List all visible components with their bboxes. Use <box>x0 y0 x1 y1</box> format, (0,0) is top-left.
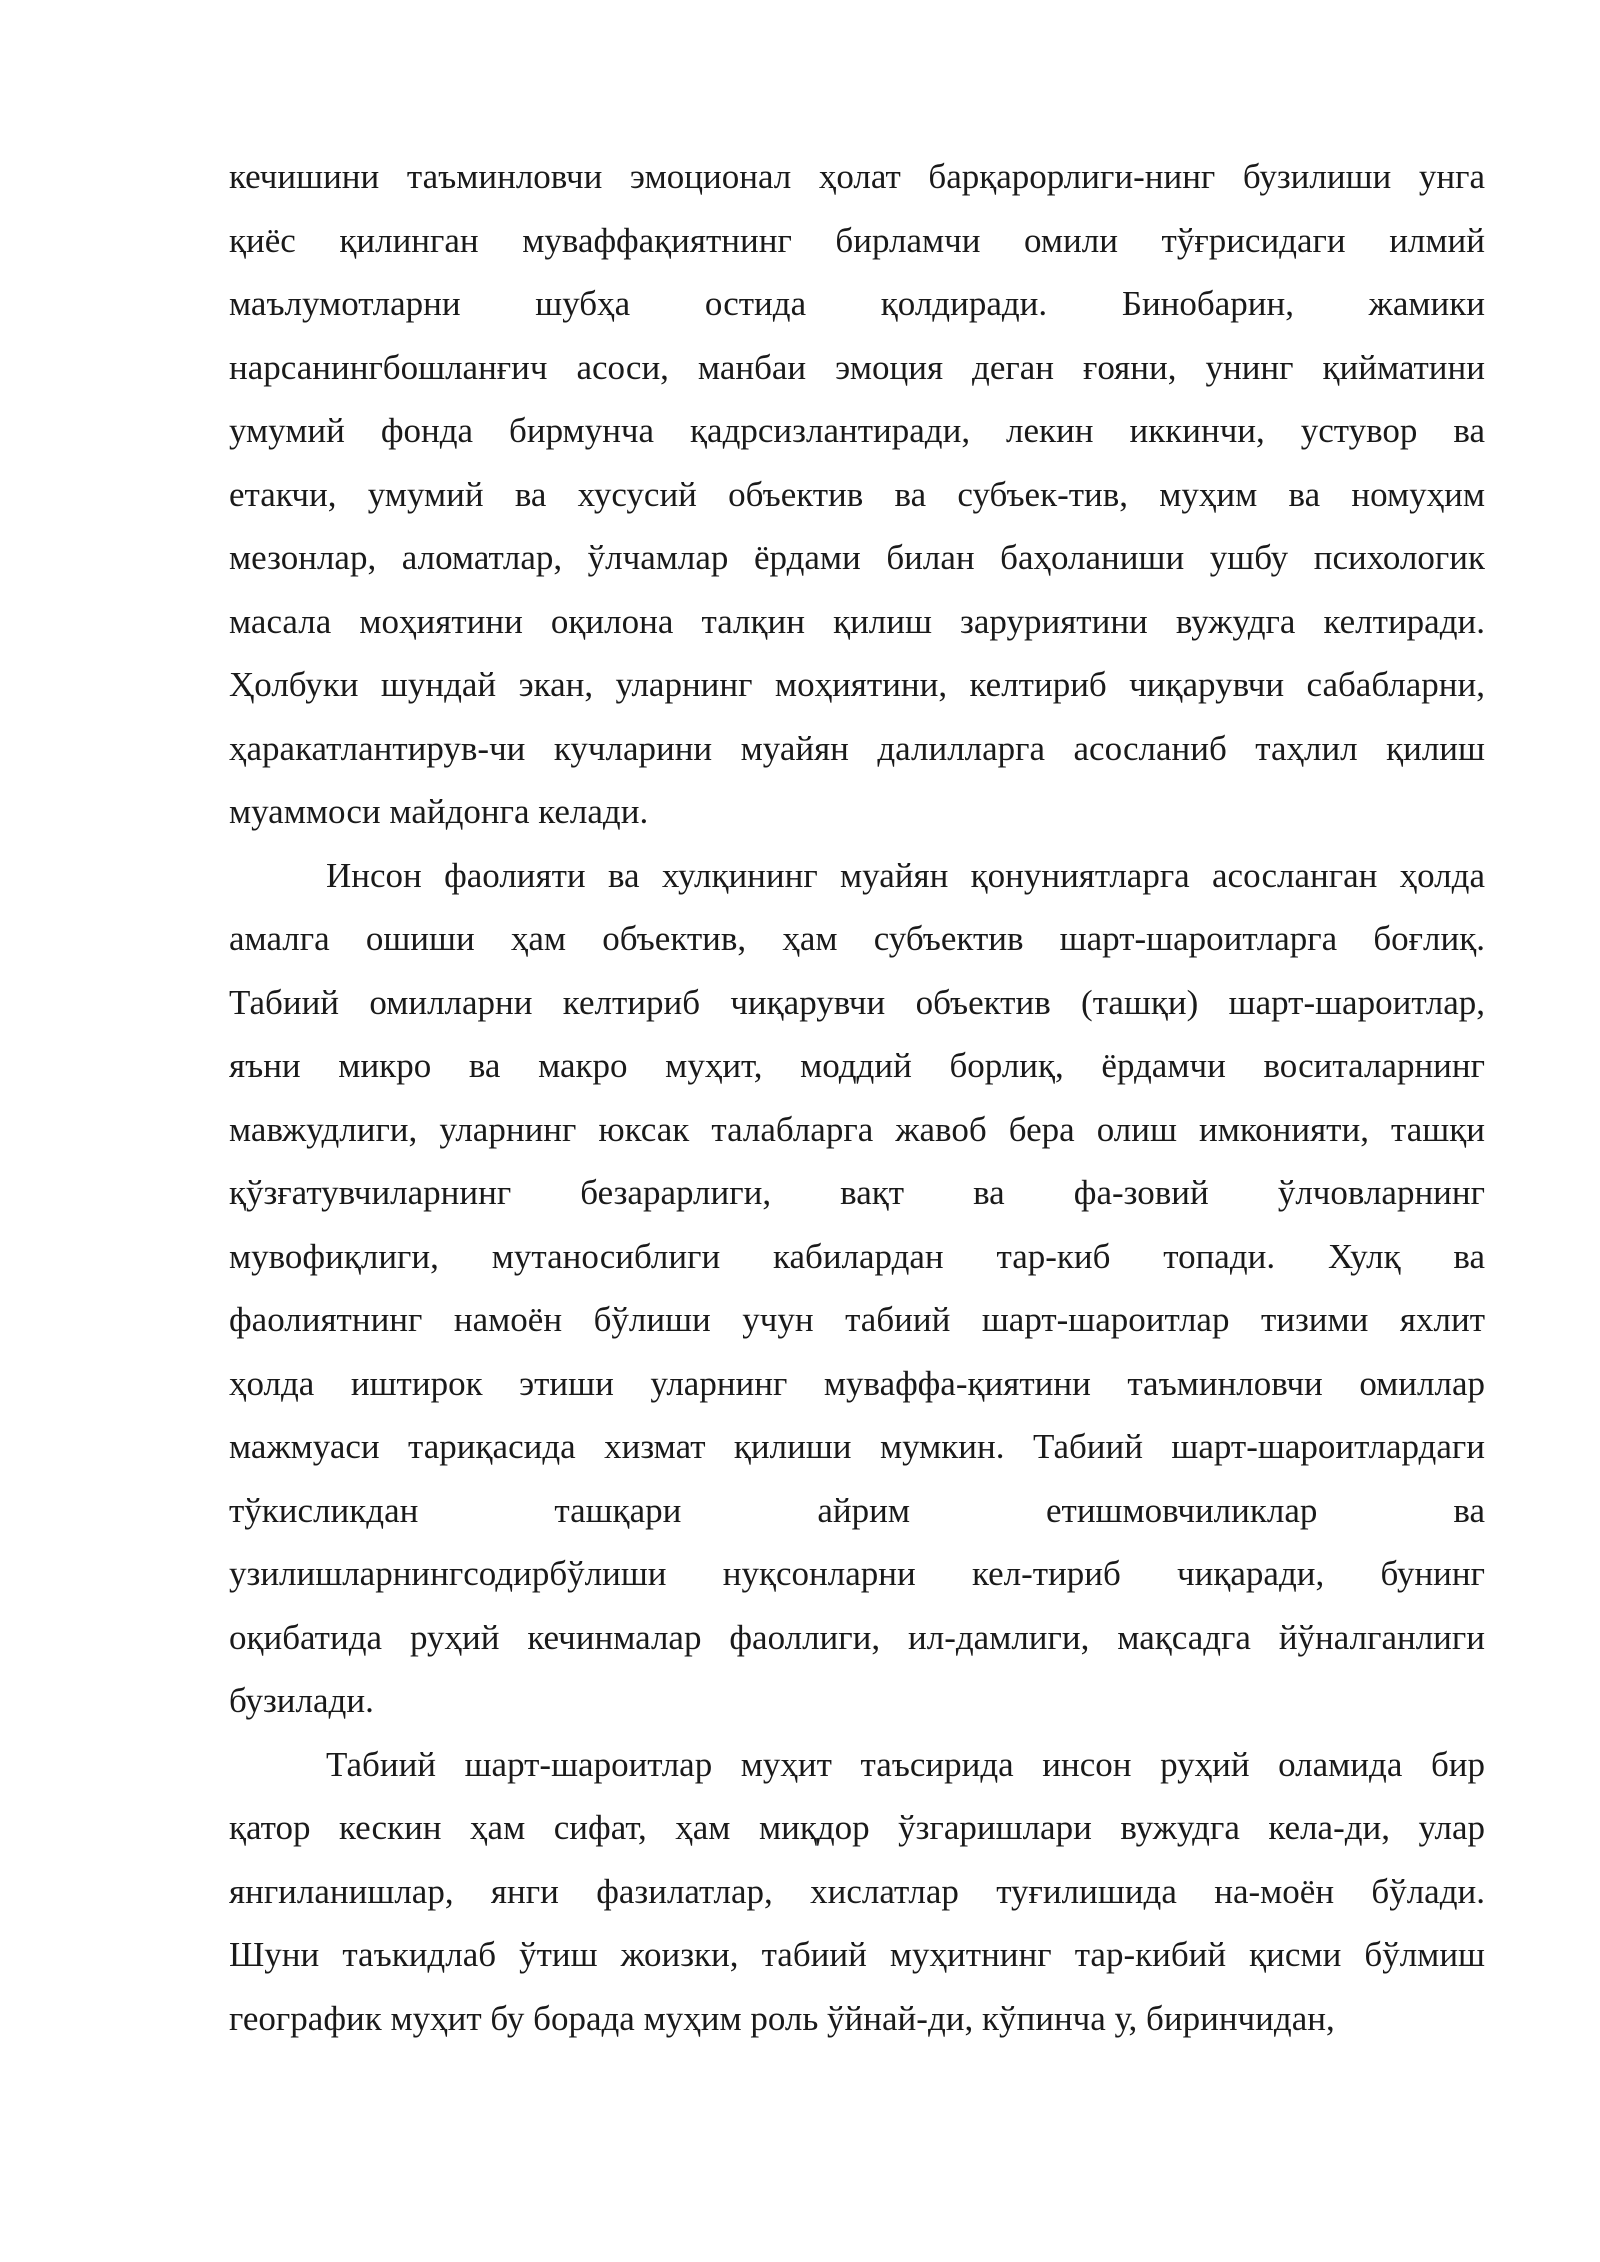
text-line: янгиланишлар, янги фазилатлар, хислатлар туғилишида на-моён бўлади. <box>229 1871 1485 1911</box>
text-line: географик муҳит бу борада муҳим роль ўйнай-ди, кўпинча у, биринчидан, <box>229 1998 1335 2038</box>
text-line: ҳаракатлантирув-чи кучларини муайян далилларга асосланиб таҳлил қилиш <box>229 728 1485 768</box>
text-line: қатор кескин ҳам сифат, ҳам миқдор ўзгаришлари вужудга кела-ди, улар <box>229 1808 1485 1847</box>
text-line: узилишларнингсодирбўлиши нуқсонларни кел-тириб чиқаради, бунинг <box>229 1554 1485 1593</box>
text-line: Шуни таъкидлаб ўтиш жоизки, табиий муҳитнинг тар-кибий қисми бўлмиш <box>229 1935 1485 1974</box>
text-line: Инсон фаолияти ва хулқининг муайян қонуниятларга асосланган ҳолда <box>326 855 1485 895</box>
text-line: Табиий омилларни келтириб чиқарувчи объектив (ташқи) шарт-шароитлар, <box>229 982 1485 1022</box>
text-line: фаолиятнинг намоён бўлиши учун табиий шарт-шароитлар тизими яхлит <box>229 1300 1485 1339</box>
text-line: яъни микро ва макро муҳит, моддий борлиқ, ёрдамчи воситаларнинг <box>229 1046 1485 1085</box>
text-line: оқибатида руҳий кечинмалар фаоллиги, ил-дамлиги, мақсадга йўналганлиги <box>229 1617 1485 1657</box>
text-line: Ҳолбуки шундай экан, уларнинг моҳиятини, келтириб чиқарувчи сабабларни, <box>229 665 1485 704</box>
text-line: мезонлар, аломатлар, ўлчамлар ёрдами билан баҳоланиши ушбу психологик <box>229 538 1485 577</box>
text-line: мавжудлиги, уларнинг юксак талабларга жавоб бера олиш имконияти, ташқи <box>229 1109 1485 1149</box>
paragraph <box>229 145 1485 844</box>
text-line: қўзғатувчиларнинг безарарлиги, вақт ва фа-зовий ўлчовларнинг <box>229 1173 1485 1212</box>
text-line: нарсанингбошланғич асоси, манбаи эмоция деган ғояни, унинг қийматини <box>229 347 1485 387</box>
text-line: муаммоси майдонга келади. <box>229 792 649 831</box>
text-line: тўкисликдан ташқари айрим етишмовчиликлар ва <box>229 1490 1485 1530</box>
text-line: Табиий шарт-шароитлар муҳит таъсирида инсон руҳий оламида бир <box>326 1744 1485 1784</box>
text-line: қиёс қилинган муваффақиятнинг бирламчи омили тўғрисидаги илмий <box>229 220 1485 260</box>
paragraph <box>229 844 1485 1733</box>
text-line: маълумотларни шубҳа остида қолдиради. Бинобарин, жамики <box>229 284 1485 323</box>
text-line: бузилади. <box>229 1681 374 1720</box>
text-line: етакчи, умумий ва хусусий объектив ва субъек-тив, муҳим ва номуҳим <box>229 474 1485 514</box>
paragraph <box>229 1733 1485 2051</box>
text-line: амалга ошиши ҳам объектив, ҳам субъектив шарт-шароитларга боғлиқ. <box>229 919 1485 958</box>
text-line: ҳолда иштирок этиши уларнинг муваффа-қиятини таъминловчи омиллар <box>229 1363 1485 1403</box>
text-line: мувофиқлиги, мутаносиблиги кабилардан тар-киб топади. Хулқ ва <box>229 1236 1485 1276</box>
text-line: умумий фонда бирмунча қадрсизлантиради, лекин иккинчи, устувор ва <box>229 411 1485 450</box>
text-line: мажмуаси тариқасида хизмат қилиши мумкин. Табиий шарт-шароитлардаги <box>229 1427 1485 1466</box>
text-line: масала моҳиятини оқилона талқин қилиш заруриятини вужудга келтиради. <box>229 601 1485 641</box>
text-line: кечишини таъминловчи эмоционал ҳолат барқарорлиги-нинг бузилиши унга <box>229 157 1485 196</box>
body-text <box>229 145 1485 2050</box>
